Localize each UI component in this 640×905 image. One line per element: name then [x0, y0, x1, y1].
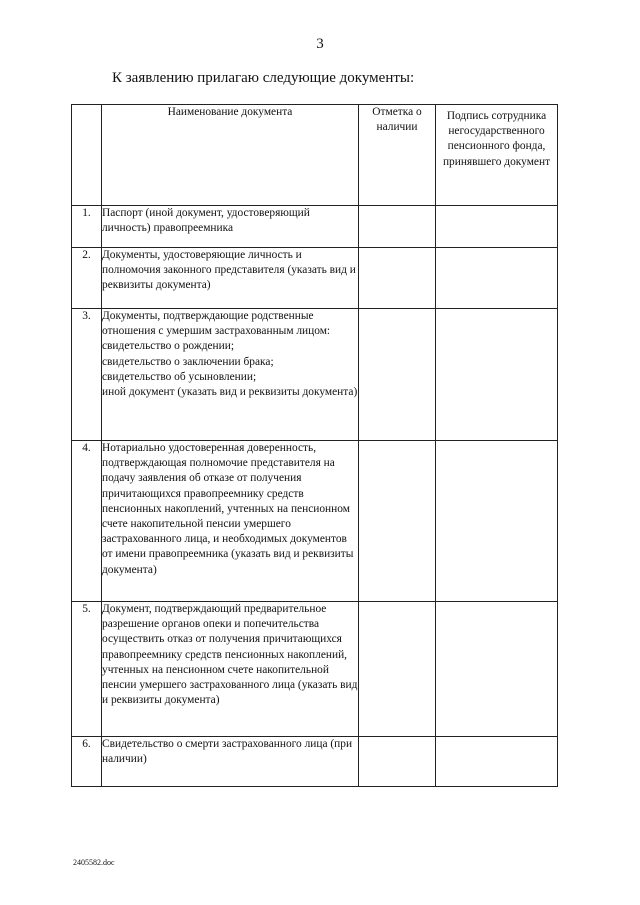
page-number: 3	[316, 36, 324, 52]
table-row	[72, 206, 558, 248]
row-number: 5.	[72, 602, 102, 737]
header-employee-signature: Подпись сотрудника негосударственного пенсионного фонда, принявшего документ	[436, 105, 558, 206]
row-number: 4.	[72, 441, 102, 602]
availability-mark-cell[interactable]	[359, 248, 436, 309]
availability-mark-cell[interactable]	[359, 602, 436, 737]
table-row	[72, 602, 558, 737]
availability-mark-cell[interactable]	[359, 206, 436, 248]
intro-text: К заявлению прилагаю следующие документы:	[112, 70, 415, 86]
table-header-row	[72, 105, 558, 206]
signature-cell[interactable]	[436, 441, 558, 602]
header-number	[72, 105, 102, 206]
table-row	[72, 441, 558, 602]
signature-cell[interactable]	[436, 737, 558, 787]
row-number: 2.	[72, 248, 102, 309]
table-row	[72, 309, 558, 441]
availability-mark-cell[interactable]	[359, 737, 436, 787]
document-name: Документы, удостоверяющие личность и полномочия законного представителя (указать вид и реквизиты документа)	[102, 248, 359, 309]
document-name: Паспорт (иной документ, удостоверяющий личность) правопреемника	[102, 206, 359, 248]
documents-table	[71, 104, 558, 787]
document-name: Документы, подтверждающие родственные отношения с умершим застрахованным лицом: свидетельство о рождении; свидетельство о заключении брака; свидетельство об усыновлении; иной документ (указать вид и реквизиты документа)	[102, 309, 359, 441]
signature-cell[interactable]	[436, 248, 558, 309]
document-name: Документ, подтверждающий предварительное разрешение органов опеки и попечительства осуществить отказ от получения причитающихся правопреемнику средств пенсионных накоплений, учтенных на пенсионном счете накопительной пенсии умершего застрахованного лица (указать вид и реквизиты документа)	[102, 602, 359, 737]
row-number: 6.	[72, 737, 102, 787]
footer-filename: 2405582.doc	[73, 858, 115, 867]
availability-mark-cell[interactable]	[359, 309, 436, 441]
document-name: Нотариально удостоверенная доверенность, подтверждающая полномочие представителя на подачу заявления об отказе от получения причитающихся правопреемнику средств пенсионных накоплений, учтенных на пенсионном счете накопительной пенсии умершего застрахованного лица, и необходимых документов от имени правопреемника (указать вид и реквизиты документа)	[102, 441, 359, 602]
availability-mark-cell[interactable]	[359, 441, 436, 602]
table-row	[72, 737, 558, 787]
document-name: Свидетельство о смерти застрахованного лица (при наличии)	[102, 737, 359, 787]
row-number: 3.	[72, 309, 102, 441]
table-row	[72, 248, 558, 309]
signature-cell[interactable]	[436, 206, 558, 248]
header-document-name: Наименование документа	[102, 105, 359, 206]
row-number: 1.	[72, 206, 102, 248]
header-availability-mark: Отметка о наличии	[359, 105, 436, 206]
signature-cell[interactable]	[436, 602, 558, 737]
signature-cell[interactable]	[436, 309, 558, 441]
